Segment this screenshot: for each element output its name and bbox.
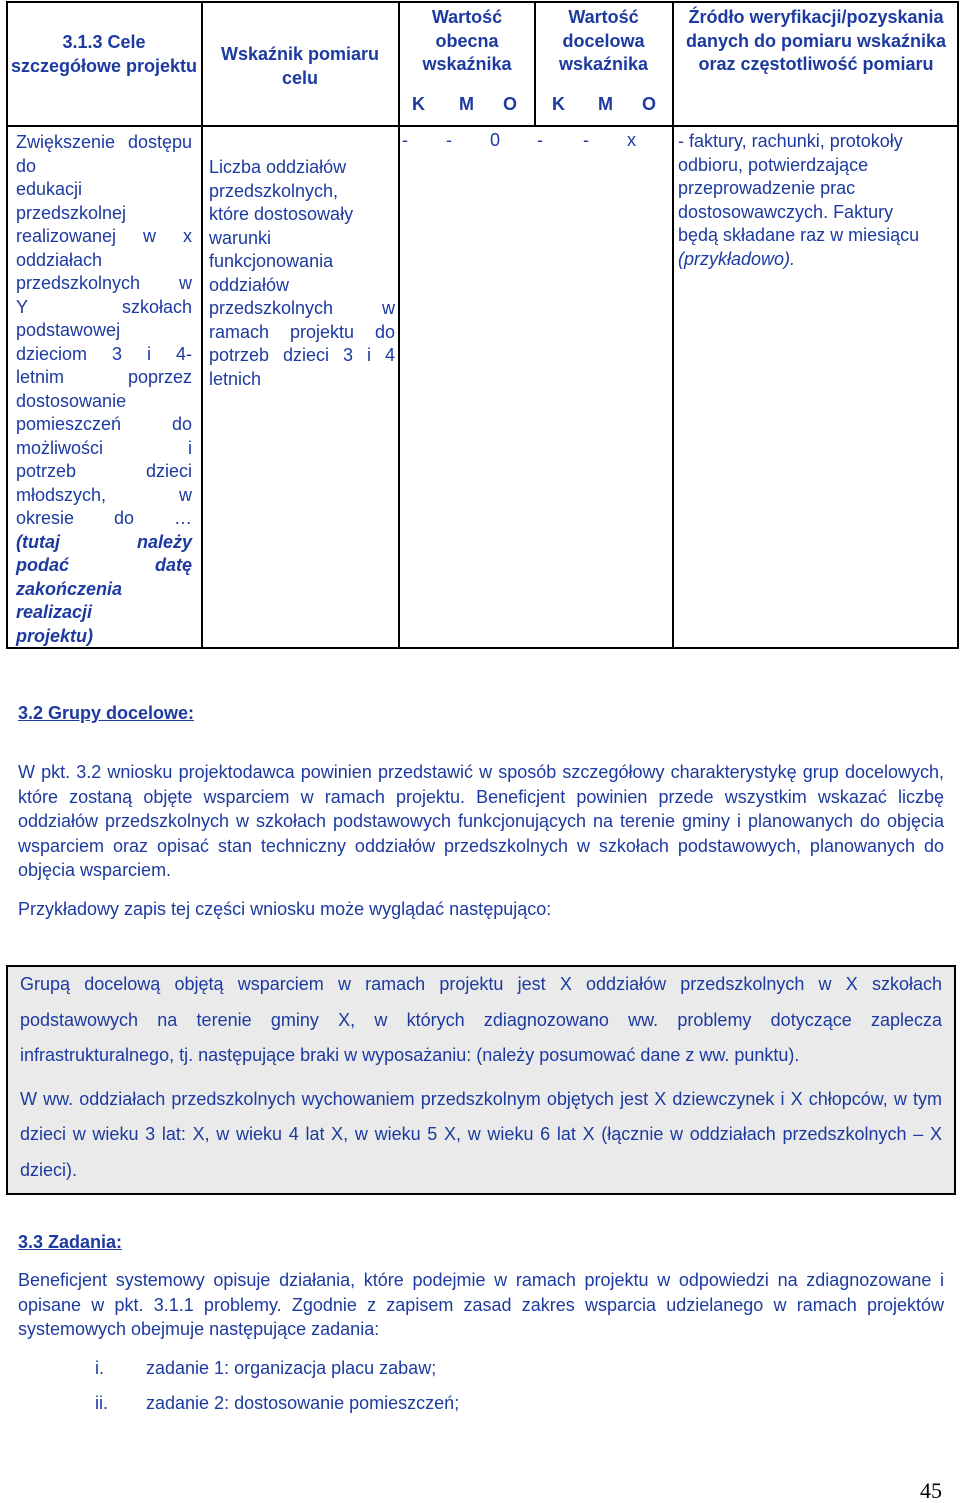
col-divider-1 bbox=[201, 1, 203, 649]
header-target-value: Wartość docelowa wskaźnika bbox=[558, 7, 649, 74]
example-paragraph: Grupą docelową objętą wsparciem w ramach projektu jest X oddziałów przedszkolnych w X szkołach podstawowych na terenie gminy X, w których zdiagnozowano ww. problemy dotyczące zaplecza infrastrukturalnego, tj. następujące braki w wyposażaniu: (należy posumować dane z ww. punktu). bbox=[20, 974, 942, 1065]
section-3-3-paragraph: Beneficjent systemowy opisuje działania, które podejmie w ramach projektu w odpowiedzi na zdiagnozowane i opisane w pkt. 3.1.1 problemy. Zgodnie z zapisem zasad zakres wsparcia udzielanego w ramach projektów systemowych obejmuje następujące zadania: bbox=[18, 1270, 944, 1339]
goals-table bbox=[6, 1, 959, 649]
kmo-label: K bbox=[412, 94, 425, 114]
table-border-left bbox=[6, 1, 8, 649]
source-line: - faktury, rachunki, protokoły bbox=[678, 131, 903, 151]
goal-note-line: (tutaj należy bbox=[16, 531, 192, 552]
source-note: (przykładowo). bbox=[678, 248, 796, 269]
col-divider-3 bbox=[534, 1, 536, 125]
example-box bbox=[6, 965, 956, 1195]
indicator-line: przedszkolnych w bbox=[209, 298, 395, 318]
header-source: Źródło weryfikacji/pozyskania danych do pomiaru wskaźnika oraz częstotliwość pomiaru bbox=[685, 7, 947, 74]
goal-line: podstawowej bbox=[16, 320, 121, 340]
section-3-2-title: 3.2 Grupy docelowe: bbox=[18, 703, 195, 723]
source-line: będą składane raz w miesiącu bbox=[678, 225, 920, 245]
indicator-line: które dostosowały bbox=[209, 204, 354, 224]
kmo-label: O bbox=[503, 94, 518, 114]
source-line: przeprowadzenie prac bbox=[678, 178, 856, 198]
task-number: ii. bbox=[95, 1393, 108, 1413]
value-cell: 0 bbox=[490, 130, 501, 150]
goal-line: potrzeb dzieci bbox=[16, 461, 192, 481]
example-paragraph: W ww. oddziałach przedszkolnych wychowaniem przedszkolnym objętych jest X dziewczynek i X chłopców, w tym dzieci w wieku 3 lat: X, w wieku 4 lat X, w wieku 5 X, w wieku 6 lat X (łącznie w oddziałach przedszkolnych – X dzieci). bbox=[20, 1088, 942, 1180]
kmo-label: K bbox=[552, 94, 565, 114]
goal-line: letnim poprzez bbox=[16, 367, 192, 387]
section-3-2-paragraph: W pkt. 3.2 wniosku projektodawca powinien przedstawić w sposób szczegółowy charakterystykę grup docelowych, które zostaną objęte wsparciem w ramach projektu. Beneficjent powinien przede wszystkim wskazać liczbę oddziałów przedszkolnych w szkołach podstawowych funkcjonujących na terenie gminy i planowanych do objęcia wsparciem oraz opisać stan techniczny oddziałów przedszkolnych w szkołach podstawowych, planowanych do objęcia wsparciem. bbox=[18, 762, 944, 880]
header-indicator: Wskaźnik pomiaru celu bbox=[220, 44, 380, 88]
source-cell bbox=[678, 130, 956, 271]
page-number: 45 bbox=[920, 1478, 942, 1503]
indicator-cell bbox=[209, 156, 395, 391]
indicator-line: ramach projektu do bbox=[209, 321, 395, 342]
value-cell: - bbox=[446, 130, 452, 150]
col-divider-2 bbox=[398, 1, 400, 649]
task-text: zadanie 2: dostosowanie pomieszczeń; bbox=[146, 1393, 460, 1413]
goal-line: Y szkołach bbox=[16, 296, 192, 317]
indicator-line: Liczba oddziałów bbox=[209, 157, 347, 177]
goal-note-line: realizacji bbox=[16, 602, 93, 622]
goal-line: dzieciom 3 i 4- bbox=[16, 343, 192, 364]
source-line: odbioru, potwierdzające bbox=[678, 154, 869, 175]
source-line: dostosowawczych. Faktury bbox=[678, 201, 894, 222]
header-separator bbox=[6, 125, 959, 127]
header-goal: 3.1.3 Cele szczegółowe projektu bbox=[10, 32, 198, 76]
goal-line: młodszych, w bbox=[16, 484, 192, 505]
value-cell: x bbox=[627, 130, 636, 150]
goal-line: realizowanej w x bbox=[16, 226, 192, 246]
goal-line: Zwiększenie dostępu do bbox=[16, 132, 192, 176]
goal-line: możliwości i bbox=[16, 437, 192, 458]
goal-line: dostosowanie bbox=[16, 390, 127, 411]
goal-line: oddziałach bbox=[16, 249, 103, 270]
goal-note-line: zakończenia bbox=[16, 578, 123, 599]
goal-cell bbox=[16, 131, 192, 648]
goal-line: okresie do … bbox=[16, 508, 192, 528]
indicator-line: oddziałów bbox=[209, 274, 290, 295]
header-current-value: Wartość obecna wskaźnika bbox=[422, 7, 512, 74]
value-cell: - bbox=[537, 130, 543, 150]
table-border-right bbox=[957, 1, 959, 649]
col-divider-4 bbox=[672, 1, 674, 649]
kmo-label: M bbox=[598, 94, 613, 114]
task-text: zadanie 1: organizacja placu zabaw; bbox=[146, 1358, 437, 1378]
indicator-line: przedszkolnych, bbox=[209, 180, 339, 201]
section-3-3-title: 3.3 Zadania: bbox=[18, 1232, 123, 1252]
task-number: i. bbox=[95, 1358, 104, 1378]
kmo-label: O bbox=[642, 94, 657, 114]
indicator-line: funkcjonowania bbox=[209, 251, 334, 271]
indicator-line: letnich bbox=[209, 368, 262, 389]
indicator-line: warunki bbox=[209, 227, 272, 248]
indicator-line: potrzeb dzieci 3 i 4 bbox=[209, 345, 395, 365]
table-border-top bbox=[6, 1, 959, 3]
goal-note-line: podać datę bbox=[16, 555, 192, 575]
goal-line: pomieszczeń do bbox=[16, 414, 192, 434]
goal-line: edukacji bbox=[16, 179, 83, 199]
goal-line: przedszkolnych w bbox=[16, 273, 192, 293]
value-cell: - bbox=[583, 130, 589, 150]
goal-line: przedszkolnej bbox=[16, 202, 127, 223]
example-intro: Przykładowy zapis tej części wniosku może wyglądać następująco: bbox=[18, 899, 552, 919]
value-cell: - bbox=[402, 130, 408, 150]
goal-note-line: projektu) bbox=[16, 625, 94, 646]
kmo-label: M bbox=[459, 94, 474, 114]
